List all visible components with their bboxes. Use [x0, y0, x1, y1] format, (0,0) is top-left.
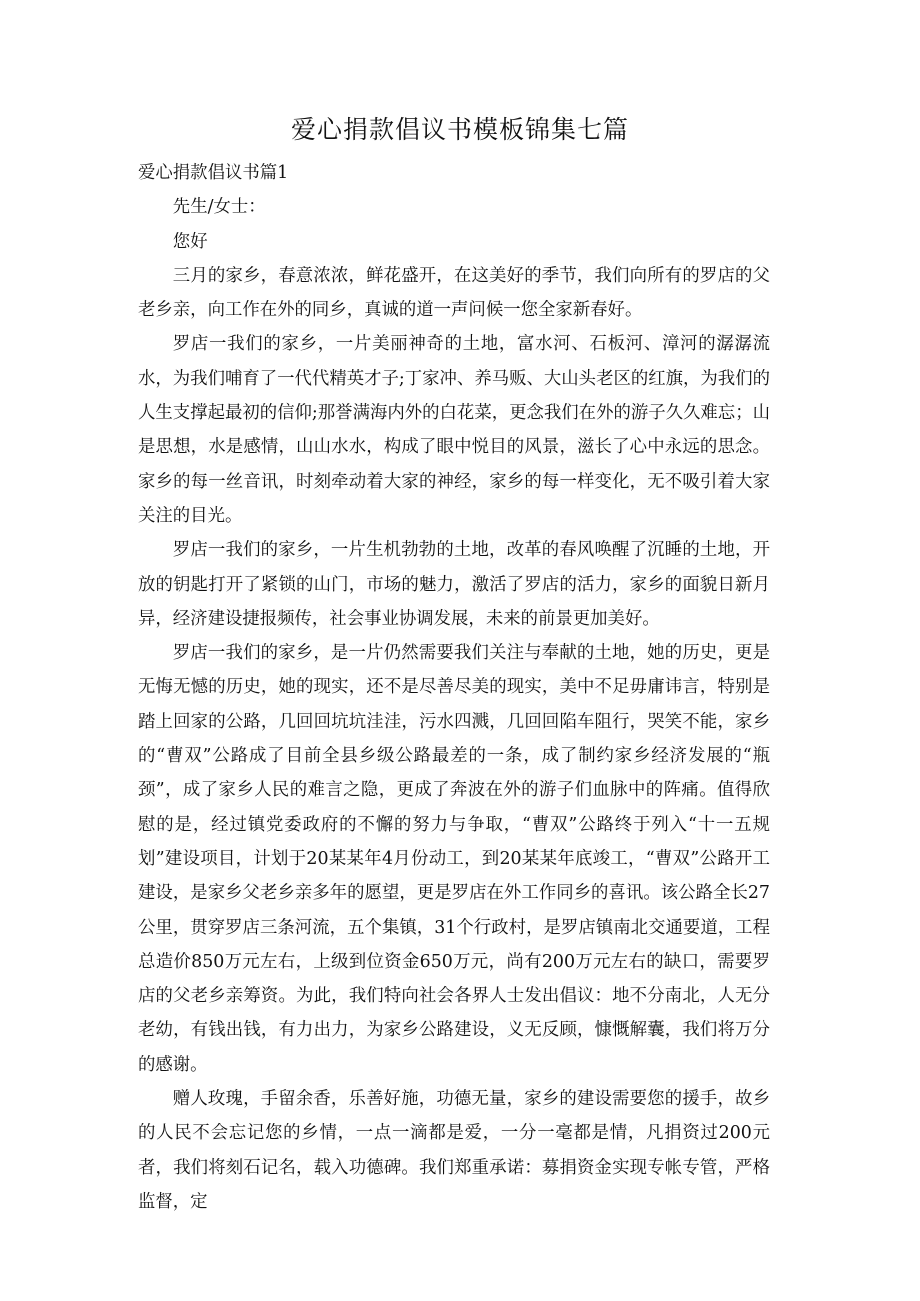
section-heading: 爱心捐款倡议书篇1 — [138, 163, 289, 183]
paragraph: 三月的家乡，春意浓浓，鲜花盛开，在这美好的季节，我们向所有的罗店的父老乡亲，向工作在外的同乡，真诚的道一声问候一您全家新春好。 — [138, 265, 770, 321]
paragraph: 罗店一我们的家乡，是一片仍然需要我们关注与奉献的土地，她的历史，更是无悔无憾的历史，她的现实，还不是尽善尽美的现实，美中不足毋庸讳言，特别是踏上回家的公路，几回回坑坑洼洼，污水四溅，几回回陷车阻行，哭笑不能，家乡的“曹双”公路成了目前全县乡级公路最差的一条，成了制约家乡经济发展的“瓶颈”，成了家乡人民的难言之隐，更成了奔波在外的游子们血脉中的阵痛。值得欣慰的是，经过镇党委政府的不懈的努力与争取，“曹双”公路终于列入“十一五规划”建设项目，计划于20某某年4月份动工，到20某某年底竣工，“曹双”公路开工建设，是家乡父老乡亲多年的愿望，更是罗店在外工作同乡的喜讯。该公路全长27公里，贯穿罗店三条河流，五个集镇，31个行政村，是罗店镇南北交通要道，工程总造价850万元左右，上级到位资金650万元，尚有200万元左右的缺口，需要罗店的父老乡亲筹资。为此，我们特向社会各界人士发出倡议：地不分南北，人无分老幼，有钱出钱，有力出力，为家乡公路建设，义无反顾，慷慨解囊，我们将万分的感谢。 — [138, 643, 770, 1075]
paragraph: 罗店一我们的家乡，一片生机勃勃的土地，改革的春风唤醒了沉睡的土地，开放的钥匙打开了紧锁的山门，市场的魅力，激活了罗店的活力，家乡的面貌日新月异，经济建设捷报频传，社会事业协调发展，未来的前景更加美好。 — [138, 540, 770, 629]
document-body — [138, 156, 770, 1219]
salutation: 先生/女士： — [172, 197, 266, 218]
paragraph: 赠人玫瑰，手留余香，乐善好施，功德无量，家乡的建设需要您的援手，故乡的人民不会忘记您的乡情，一点一滴都是爱，一分一毫都是情，凡捐资过200元者，我们将刻石记名，载入功德碑。我们郑重承诺：募捐资金实现专帐专管，严格监督，定 — [138, 1089, 770, 1212]
document-title: 爱心捐款倡议书模板锦集七篇 — [290, 115, 629, 144]
greeting: 您好 — [172, 231, 208, 252]
paragraph: 罗店一我们的家乡，一片美丽神奇的土地，富水河、石板河、漳河的潺潺流水，为我们哺育了一代代精英才子;丁家冲、养马贩、大山头老区的红旗，为我们的人生支撑起最初的信仰;那誉满海内外的白花菜，更念我们在外的游子久久难忘；山是思想，水是感情，山山水水，构成了眼中悦目的风景，滋长了心中永远的思念。家乡的每一丝音讯，时刻牵动着大家的神经，家乡的每一样变化，无不吸引着大家关注的目光。 — [138, 334, 770, 526]
